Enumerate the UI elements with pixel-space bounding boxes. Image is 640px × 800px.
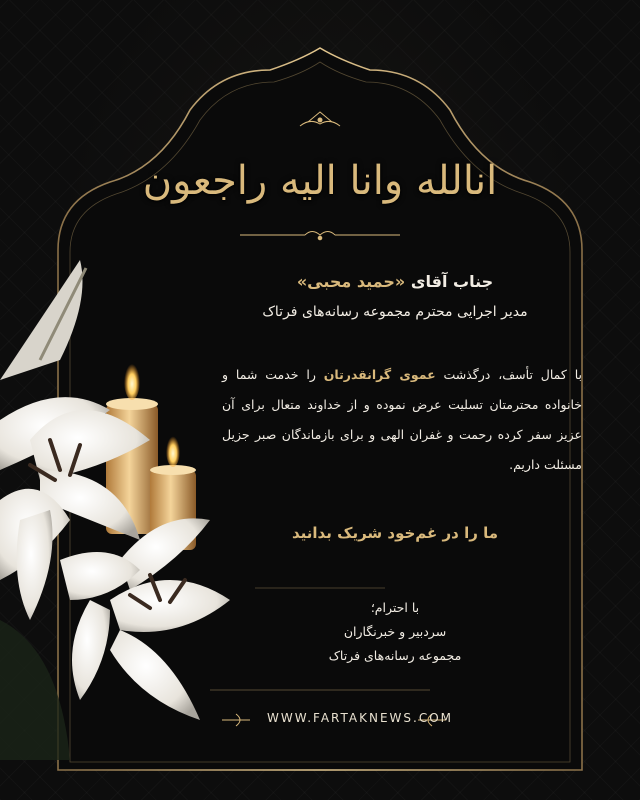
signature-line1: سردبیر و خبرنگاران xyxy=(343,624,447,639)
signature-block xyxy=(220,596,570,668)
recipient-line xyxy=(200,272,590,291)
quran-verse-title: انالله وانا اليه راجعون xyxy=(142,158,498,204)
message-part2: را خدمت شما و خانواده محترمتان تسلیت عرض نموده و از خداوند متعال برای آن عزیز سفر کرده رحمت و غفران الهی و برای بازماندگان صبر جزیل مسئلت داریم. xyxy=(222,367,582,472)
recipient-role: مدیر اجرایی محترم مجموعه رسانه‌های فرتاک xyxy=(262,304,528,320)
share-grief-line: ما را در غم‌خود شریک بدانید xyxy=(292,524,498,542)
website-link[interactable]: WWW.FARTAKNEWS.COM xyxy=(266,711,454,725)
message-part1: با کمال تأسف، درگذشت xyxy=(435,367,582,382)
message-highlight: عموی گرانقدرتان xyxy=(323,367,436,382)
condolence-message xyxy=(222,360,582,480)
recipient-name: «حمید محبی» xyxy=(296,272,406,291)
signature-greeting: با احترام؛ xyxy=(370,600,420,615)
signature-line2: مجموعه رسانه‌های فرتاک xyxy=(328,648,462,663)
recipient-prefix: جناب آقای xyxy=(410,272,494,291)
